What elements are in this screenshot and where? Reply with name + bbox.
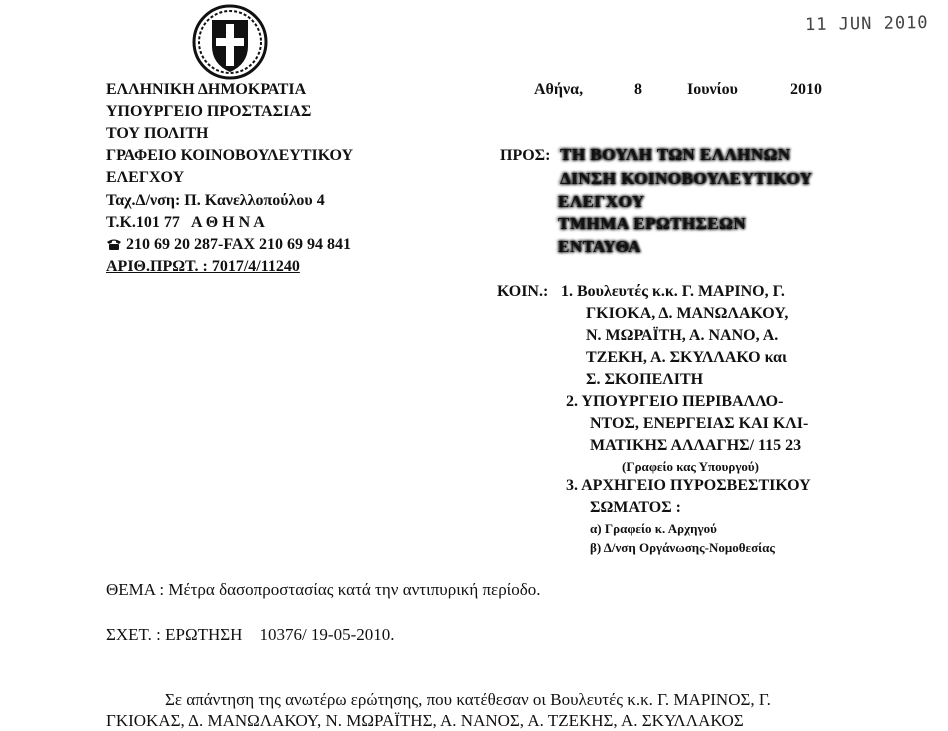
coat-of-arms-icon xyxy=(192,4,268,80)
org-line-4: ΓΡΑΦΕΙΟ ΚΟΙΝΟΒΟΥΛΕΥΤΙΚΟΥ xyxy=(106,147,354,164)
org-line-2: ΥΠΟΥΡΓΕΙΟ ΠΡΟΣΤΑΣΙΑΣ xyxy=(106,103,312,120)
telephone-icon xyxy=(106,238,122,250)
recipient-line-2: ΔΙΝΣΗ ΚΟΙΝΟΒΟΥΛΕΥΤΙΚΟΥ xyxy=(560,169,813,188)
recipient-line-1: ΤΗ ΒΟΥΛΗ ΤΩΝ ΕΛΛΗΝΩΝ xyxy=(560,145,791,164)
org-line-5: ΕΛΕΓΧΟΥ xyxy=(106,169,185,186)
cc-item2-line-3: ΜΑΤΙΚΗΣ ΑΛΛΑΓΗΣ/ 115 23 xyxy=(590,437,802,454)
postal-line: Τ.Κ.101 77 Α Θ Η Ν Α xyxy=(106,214,265,231)
cc-item2-note: (Γραφείο κας Υπουργού) xyxy=(622,459,759,474)
address-line: Ταχ.Δ/νση: Π. Κανελλοπούλου 4 xyxy=(106,192,325,209)
cc-item1-line-4: ΤΖΕΚΗ, Α. ΣΚΥΛΛΑΚΟ και xyxy=(586,349,787,366)
org-line-1: ΕΛΛΗΝΙΚΗ ΔΗΜΟΚΡΑΤΙΑ xyxy=(106,81,307,98)
body-line-2: ΓΚΙΟΚΑΣ, Δ. ΜΑΝΩΛΑΚΟΥ, Ν. ΜΩΡΑΪΤΗΣ, Α. ΝΑΝΟΣ, Α. ΤΖΕΚΗΣ, Α. ΣΚΥΛΛΑΚΟΣ xyxy=(106,711,744,730)
recipient-label: ΠΡΟΣ: xyxy=(500,147,551,164)
date-city: Αθήνα, xyxy=(534,81,584,98)
cc-item1-line-5: Σ. ΣΚΟΠΕΛΙΤΗ xyxy=(586,371,704,388)
date-day: 8 xyxy=(634,81,642,98)
cc-item1-line-3: Ν. ΜΩΡΑΪΤΗ, Α. ΝΑΝΟ, Α. xyxy=(586,327,779,344)
cc-item3-line-2: ΣΩΜΑΤΟΣ : xyxy=(590,499,681,516)
org-line-3: ΤΟΥ ΠΟΛΙΤΗ xyxy=(106,125,209,142)
date-year: 2010 xyxy=(790,81,822,98)
cc-item3-line-1: 3. ΑΡΧΗΓΕΙΟ ΠΥΡΟΣΒΕΣΤΙΚΟΥ xyxy=(566,477,811,494)
phone-text: 210 69 20 287-FAX 210 69 94 841 xyxy=(126,236,352,253)
body-line-1: Σε απάντηση της ανωτέρω ερώτησης, που κατέθεσαν οι Βουλευτές κ.κ. Γ. ΜΑΡΙΝΟΣ, Γ. xyxy=(165,690,771,709)
received-date-stamp: 11 JUN 2010 xyxy=(804,12,929,36)
reference-line: ΣΧΕΤ. : ΕΡΩΤΗΣΗ 10376/ 19-05-2010. xyxy=(106,625,395,644)
cc-item1-line-2: ΓΚΙΟΚΑ, Δ. ΜΑΝΩΛΑΚΟΥ, xyxy=(586,305,789,322)
recipient-line-3: ΕΛΕΓΧΟΥ xyxy=(558,192,645,211)
recipient-line-4: ΤΜΗΜΑ ΕΡΩΤΗΣΕΩΝ xyxy=(558,214,746,233)
subject-line: ΘΕΜΑ : Μέτρα δασοπροστασίας κατά την αντιπυρική περίοδο. xyxy=(106,580,541,599)
cc-label: ΚΟΙΝ.: xyxy=(497,283,549,300)
cc-item3-sub-b: β) Δ/νση Οργάνωσης-Νομοθεσίας xyxy=(590,540,775,555)
date-month: Ιουνίου xyxy=(687,81,738,98)
cc-item1-line-1: 1. Βουλευτές κ.κ. Γ. ΜΑΡΙΝΟ, Γ. xyxy=(561,283,785,300)
cc-item3-sub-a: α) Γραφείο κ. Αρχηγού xyxy=(590,521,717,536)
protocol-number: ΑΡΙΘ.ΠΡΩΤ. : 7017/4/11240 xyxy=(106,258,300,275)
cc-item2-line-1: 2. ΥΠΟΥΡΓΕΙΟ ΠΕΡΙΒΑΛΛΟ- xyxy=(566,393,784,410)
cc-item2-line-2: ΝΤΟΣ, ΕΝΕΡΓΕΙΑΣ ΚΑΙ ΚΛΙ- xyxy=(590,415,809,432)
recipient-line-5: ΕΝΤΑΥΘΑ xyxy=(558,237,641,256)
phone-line xyxy=(106,236,351,254)
